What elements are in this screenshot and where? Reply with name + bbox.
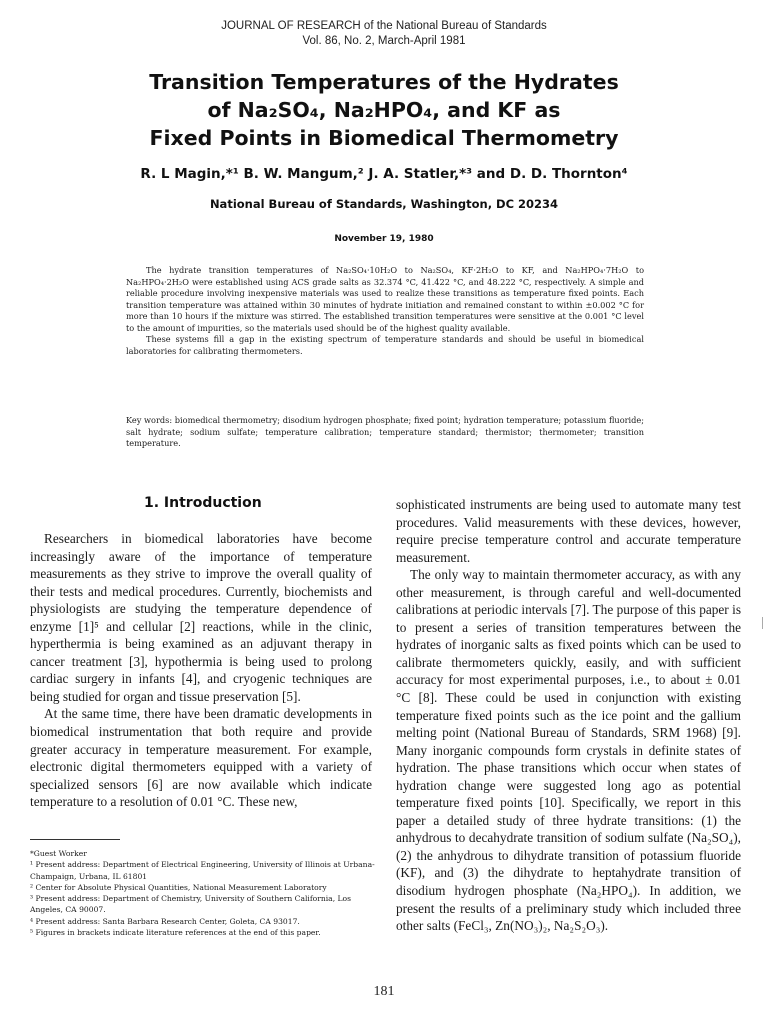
footnote: ⁵ Figures in brackets indicate literature references at the end of this paper. [30,928,321,938]
footnote: ³ Present address: Department of Chemistry, University of Southern California, Los Angeles, CA 90007. [30,894,352,915]
right-column [396,496,741,935]
footnotes [30,848,376,938]
keywords-text: Key words: biomedical thermometry; disodium hydrogen phosphate; fixed point; hydration temperature; potassium fluoride; salt hydrate; sodium sulfate; temperature calibration; temperature standard; thermistor; thermometer; transition temperature. [126,415,644,448]
paper-title-line-2: of Na₂SO₄, Na₂HPO₄, and KF as [207,98,561,122]
body-paragraph: The only way to maintain thermometer accuracy, as with any other measurement, is through careful and well-documented calibrations at periodic intervals [7]. The purpose of this paper is to present a series of transition temperatures between the hydrates of inorganic salts as fixed points which can be used to calibrate thermometers quickly, easily, and with sufficient accuracy for most experimental purposes, i.e., to about ± 0.01 °C [8]. These could be used in conjunction with existing temperature fixed points such as the ice point and the gallium melting point (National Bureau of Standards, SRM 1968) [9]. Many inorganic compounds form crystals in definite states of hydration. The phase transitions which occur when states of hydration change were suggested long ago as potential temperature fixed points [10]. Specifically, we report in this paper a detailed study of three hydrate transitions: (1) the anhydrous to decahydrate transition of sodium sulfate (Na₂SO₄), (2) the anhydrous to dihydrate transition of potassium fluoride (KF), and (3) the dihydrate to heptahydrate transition of disodium hydrogen phosphate (Na₂HPO₄). In addition, we present the results of a preliminary study which included three other salts (FeCl₃, Zn(NO₃)₂, Na₂S₂O₃). [396,567,741,934]
page-number: 181 [373,984,395,999]
keywords [126,415,644,450]
paper-title-line-3: Fixed Points in Biomedical Thermometry [149,126,619,150]
body-paragraph: Researchers in biomedical laboratories have become increasingly aware of the importance of temperature measurements as they strive to improve the overall quality of their tests and medical procedures. Currently, biochemists and physiologists are studying the temperature dependence of enzyme [1]⁵ and cellular [2] reactions, while in the clinic, hyperthermia is being examined as an adjuvant therapy in cancer treatment [3], hypothermia is being used to prolong cardiac surgery in infants [4], and cryogenic techniques are being studied for organ and tissue preservation [5]. [30,531,372,704]
received-date: November 19, 1980 [334,234,434,244]
affiliation: National Bureau of Standards, Washington, DC 20234 [209,197,559,211]
author-list: R. L Magin,*¹ B. W. Mangum,² J. A. Statler,*³ and D. D. Thornton⁴ [140,166,628,182]
body-paragraph: sophisticated instruments are being used to automate many test procedures. Valid measurements with these devices, however, require precise temperature control and accurate temperature measurement. [396,497,741,565]
footnote-divider [30,839,120,840]
left-column [30,530,372,811]
footnote: ² Center for Absolute Physical Quantities, National Measurement Laboratory [30,882,327,892]
paper-title-line-1: Transition Temperatures of the Hydrates [149,70,619,94]
abstract-paragraph: These systems fill a gap in the existing spectrum of temperature standards and should be useful in biomedical laboratories for calibrating thermometers. [126,334,644,356]
footnote: ¹ Present address: Department of Electrical Engineering, University of Illinois at Urbana-Champaign, Urbana, IL 61801 [30,860,375,881]
journal-volume: Vol. 86, No. 2, March-April 1981 [302,35,466,47]
abstract [126,265,644,357]
footnote: ⁴ Present address: Santa Barbara Research Center, Goleta, CA 93017. [30,916,300,926]
margin-mark [762,617,764,629]
body-paragraph: At the same time, there have been dramatic developments in biomedical instrumentation that both require and provide greater accuracy in temperature measurement. For example, electronic digital thermometers equipped with a variety of specialized sensors [6] are now available which indicate temperature to a resolution of 0.01 °C. These new, [30,706,372,810]
footnote: *Guest Worker [30,849,87,858]
abstract-paragraph: The hydrate transition temperatures of Na₂SO₄·10H₂O to Na₂SO₄, KF·2H₂O to KF, and Na₂HPO₄·7H₂O to Na₂HPO₄·2H₂O were established using ACS grade salts as 32.374 °C, 41.422 °C, and 48.222 °C, respectively. A simple and reliable procedure involving inexpensive materials was used to realize these transitions as temperature fixed points. Each transition temperature was attained within 30 minutes of hydrate initiation and remained constant to within ±0.002 °C for more than 10 hours if the mixture was stirred. The established transition temperatures were sensitive at the 0.001 °C level to the amount of impurities, so the materials used should be of the highest quality available. [126,265,644,333]
section-heading-introduction: 1. Introduction [144,495,262,511]
journal-name: JOURNAL OF RESEARCH of the National Bureau of Standards [221,20,547,32]
